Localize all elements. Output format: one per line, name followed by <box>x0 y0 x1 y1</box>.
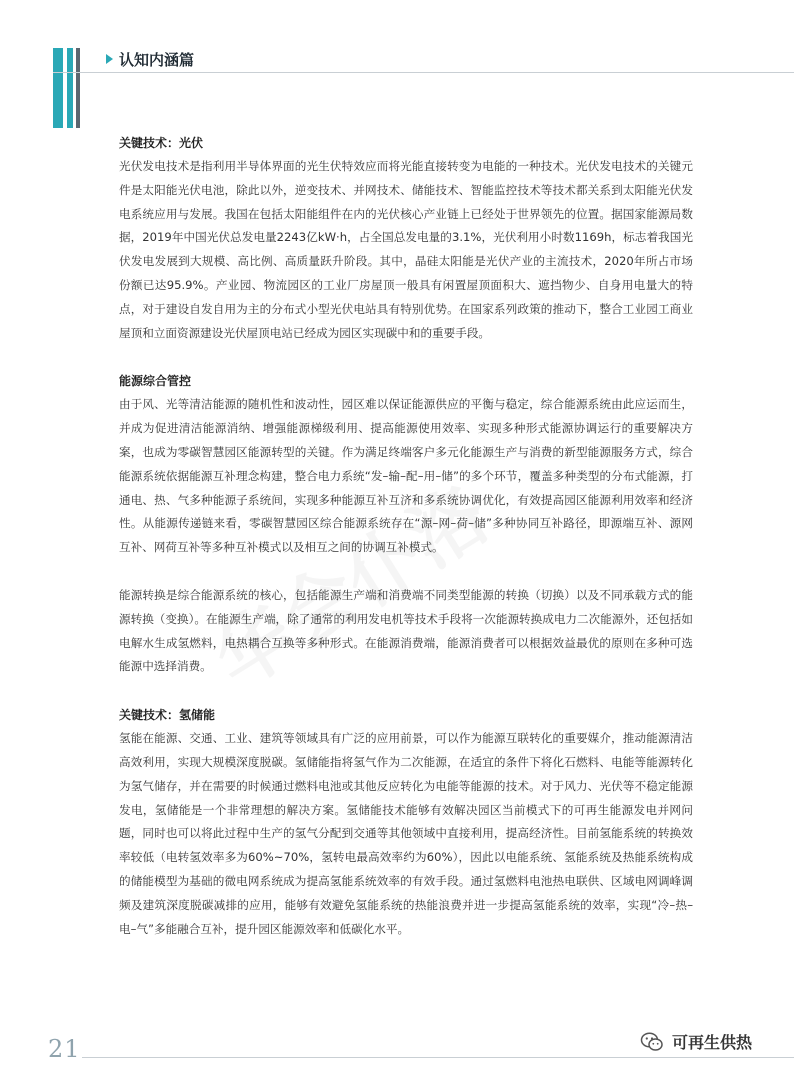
article-body <box>119 131 693 941</box>
page-number: 21 <box>48 1035 81 1063</box>
section-heading: 关键技术：光伏 <box>119 136 204 150</box>
footer-divider <box>82 1057 794 1058</box>
section-photovoltaic <box>119 131 693 345</box>
wechat-account <box>640 1030 752 1053</box>
wechat-icon <box>640 1031 664 1053</box>
decorative-bar-teal <box>53 48 63 128</box>
section-energy-management <box>119 369 693 679</box>
section-title-text: 认知内涵篇 <box>119 50 195 69</box>
section-heading: 能源综合管控 <box>119 374 192 389</box>
section-hydrogen-storage <box>119 703 693 941</box>
header-divider <box>53 72 794 73</box>
paragraph: 氢能在能源、交通、工业、建筑等领域具有广泛的应用前景，可以作为能源互联转化的重要媒介，推动能源清洁高效利用，实现大规模深度脱碳。氢储能指将氢气作为二次能源，在适宜的条件下将化石燃料、电能等能源转化为氢气储存，并在需要的时候通过燃料电池或其他反应转化为电能等能源的技术。对于风力、光伏等不稳定能源发电，氢储能是一个非常理想的解决方案。氢储能技术能够有效解决园区当前模式下的可再生能源发电并网问题，同时也可以将此过程中生产的氢气分配到交通等其他领域中直接利用，提高经济性。目前氢能系统的转换效率较低（电转氢效率多为60%~70%，氢转电最高效率约为60%），因此以电能系统、氢能系统及热能系统构成的储能模型为基础的微电网系统成为提高氢能系统效率的有效手段。通过氢燃料电池热电联供、区域电网调峰调频及建筑深度脱碳减排的应用，能够有效避免氢能系统的热能浪费并进一步提高氢能系统的效率，实现“冷–热–电–气”多能融合互补，提升园区能源效率和低碳化水平。 <box>119 731 693 936</box>
section-heading: 关键技术：氢储能 <box>119 708 216 723</box>
decorative-bar-teal-thin <box>67 48 73 128</box>
decorative-bar-gray <box>76 48 80 128</box>
paragraph: 能源转换是综合能源系统的核心，包括能源生产端和消费端不同类型能源的转换（切换）以及不同承载方式的能源转换（变换）。在能源生产端，除了通常的利用发电机等技术手段将一次能源转换成电力二次能源外，还包括如电解水生成氢燃料，电热耦合互换等多种形式。在能源消费端，能源消费者可以根据效益最优的原则在多种可选能源中选择消费。 <box>119 587 693 674</box>
section-title <box>106 47 194 71</box>
paragraph: 光伏发电技术是指利用半导体界面的光生伏特效应而将光能直接转变为电能的一种技术。光伏发电技术的关键元件是太阳能光伏电池，除此以外，逆变技术、并网技术、储能技术、智能监控技术等技术都关系到太阳能光伏发电系统应用与发展。我国在包括太阳能组件在内的光伏核心产业链上已经处于世界领先的位置。据国家能源局数据，2019年中国光伏总发电量2243亿kW·h，占全国总发电量的3.1%，光伏利用小时数1169h，标志着我国光伏发电发展到大规模、高比例、高质量跃升阶段。其中，晶硅太阳能是光伏产业的主流技术，2020年所占市场份额已达95.9%。产业园、物流园区的工业厂房屋顶一般具有闲置屋顶面积大、遮挡物少、自身用电量大的特点，对于建设自发自用为主的分布式小型光伏电站具有特别优势。在国家系列政策的推动下，整合工业园工商业屋顶和立面资源建设光伏屋顶电站已经成为园区实现碳中和的重要手段。 <box>119 159 693 340</box>
paragraph: 由于风、光等清洁能源的随机性和波动性，园区难以保证能源供应的平衡与稳定，综合能源系统由此应运而生，并成为促进清洁能源消纳、增强能源梯级利用、提高能源使用效率、实现多种形式能源协调运行的重要解决方案，也成为零碳智慧园区能源转型的关键。作为满足终端客户多元化能源生产与消费的新型能源服务方式，综合能源系统依据能源互补理念构建，整合电力系统“发–输–配–用–储”的多个环节，覆盖多种类型的分布式能源，打通电、热、气多种能源子系统间，实现多种能源互补互济和多系统协调优化，有效提高园区能源利用效率和经济性。从能源传递链来看，零碳智慧园区综合能源系统存在“源–网–荷–储”多种协同互补路径，即源端互补、源网互补、网荷互补等多种互补模式以及相互之间的协调互补模式。 <box>119 397 693 555</box>
account-name: 可再生供热 <box>672 1033 753 1052</box>
triangle-bullet-icon <box>106 54 113 64</box>
